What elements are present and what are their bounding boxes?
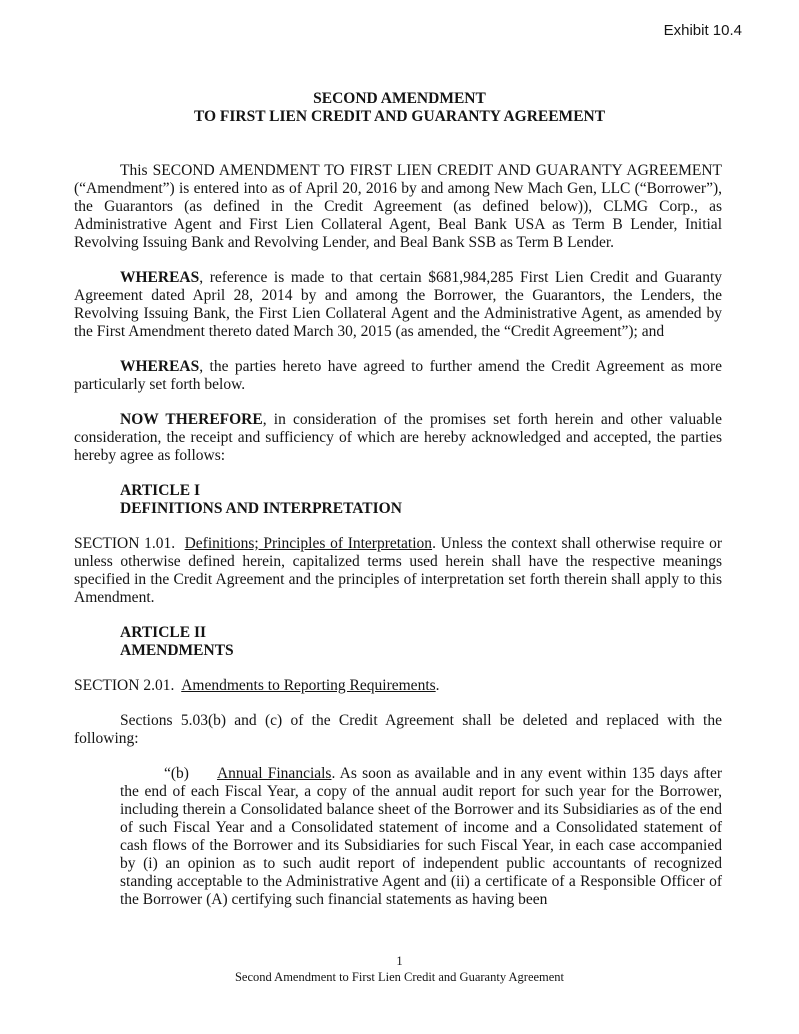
article-1-heading xyxy=(120,482,722,518)
section-1-01 xyxy=(74,535,722,607)
annual-financials-heading: Annual Financials xyxy=(216,765,332,782)
section-1-01-heading: Definitions; Principles of Interpretation xyxy=(184,535,433,552)
document-title xyxy=(0,90,799,126)
sections-paragraph: Sections 5.03(b) and (c) of the Credit Agreement shall be deleted and replaced with the following: xyxy=(74,712,722,747)
article-2-number: ARTICLE II xyxy=(120,624,207,641)
title-line-2: TO FIRST LIEN CREDIT AND GUARANTY AGREEMENT xyxy=(193,108,606,125)
page-number: 1 xyxy=(396,954,403,968)
article-1-title: DEFINITIONS AND INTERPRETATION xyxy=(120,500,402,517)
section-2-01-heading: Amendments to Reporting Requirements xyxy=(181,677,436,694)
section-2-01-end: . xyxy=(435,677,440,694)
annual-financials-text: . As soon as available and in any event within 135 days after the end of each Fiscal Year, a copy of the annual audit report for such year for the Borrower, including therein a Consolidated balance sheet of the Borrower and its Subsidiaries as of the end of such Fiscal Year and a Consolidated statement of income and a Consolidated statement of cash flows of the Borrower and its Subsidiaries for such Fiscal Year, in each case accompanied by (i) an opinion as to such audit report of independent public accountants of recognized standing acceptable to the Administrative Agent and (ii) a certificate of a Responsible Officer of the Borrower (A) certifying such financial statements as having been xyxy=(120,765,722,908)
whereas-paragraph-1 xyxy=(74,269,722,341)
now-therefore-text: , in consideration of the promises set forth herein and other valuable consideration, the receipt and sufficiency of which are hereby acknowledged and accepted, the parties hereby agree as follows: xyxy=(74,411,722,464)
article-2-heading xyxy=(120,624,722,660)
section-1-01-text: . Unless the context shall otherwise require or unless otherwise defined herein, capitalized terms used herein shall have the respective meanings specified in the Credit Agreement and the principles of interpretation set forth therein shall apply to this Amendment. xyxy=(74,535,723,606)
now-therefore-paragraph xyxy=(74,411,722,465)
whereas-text-2: , the parties hereto have agreed to further amend the Credit Agreement as more particularly set forth below. xyxy=(74,358,722,393)
section-1-01-number: SECTION 1.01. xyxy=(74,535,176,552)
intro-paragraph: This SECOND AMENDMENT TO FIRST LIEN CREDIT AND GUARANTY AGREEMENT (“Amendment”) is entered into as of April 20, 2016 by and among New Mach Gen, LLC (“Borrower”), the Guarantors (as defined in the Credit Agreement (as defined below)), CLMG Corp., as Administrative Agent and First Lien Collateral Agent, Beal Bank USA as Term B Lender, Initial Revolving Issuing Bank and Revolving Lender, and Beal Bank SSB as Term B Lender. xyxy=(74,162,722,251)
article-1-number: ARTICLE I xyxy=(120,482,200,499)
section-2-01 xyxy=(74,677,722,695)
whereas-paragraph-2 xyxy=(74,358,722,394)
annual-financials-paragraph xyxy=(120,765,722,909)
now-therefore-lead: NOW THEREFORE xyxy=(120,411,263,428)
footer-title: Second Amendment to First Lien Credit and Guaranty Agreement xyxy=(234,970,565,984)
exhibit-label: Exhibit 10.4 xyxy=(663,22,742,39)
page-footer xyxy=(0,953,799,985)
document-body xyxy=(74,162,722,926)
quote-marker: “(b) xyxy=(164,765,189,782)
section-2-01-number: SECTION 2.01. xyxy=(74,677,175,694)
title-line-1: SECOND AMENDMENT xyxy=(313,90,486,107)
whereas-lead-2: WHEREAS xyxy=(120,358,200,375)
whereas-lead-1: WHEREAS xyxy=(120,269,200,286)
article-2-title: AMENDMENTS xyxy=(120,642,234,659)
whereas-text-1: , reference is made to that certain $681,984,285 First Lien Credit and Guaranty Agreement dated April 28, 2014 by and among the Borrower, the Guarantors, the Lenders, the Revolving Issuing Bank, the First Lien Collateral Agent and the Administrative Agent, as amended by the First Amendment thereto dated March 30, 2015 (as amended, the “Credit Agreement”); and xyxy=(74,269,722,340)
